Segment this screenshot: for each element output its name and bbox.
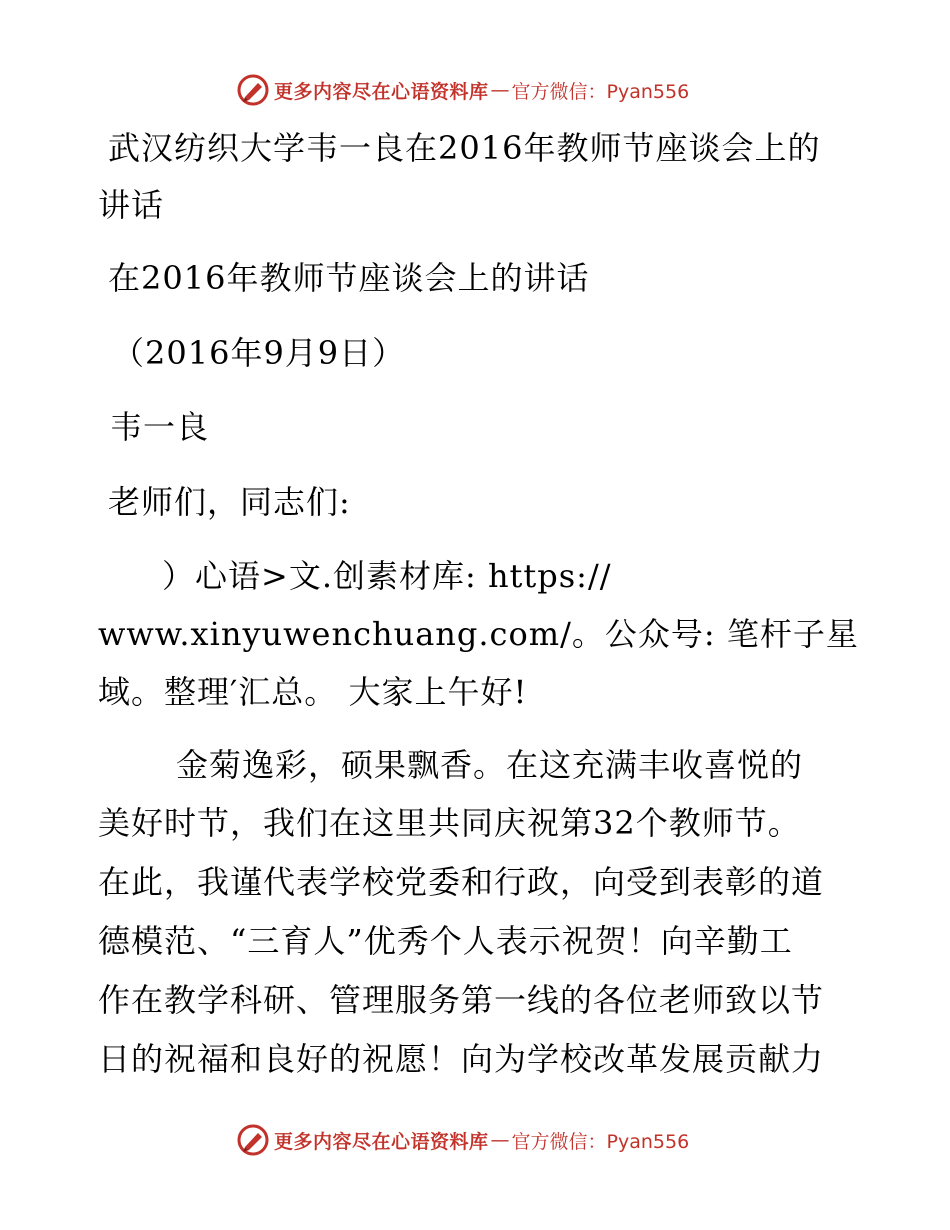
paragraph-2-line-1: 金菊逸彩，硕果飘香。在这充满丰收喜悦的 (176, 746, 804, 784)
paragraph-2-line-3: 在此，我谨代表学校党委和行政，向受到表彰的道 (98, 863, 825, 901)
banner-text: 更多内容尽在心语资料库 (274, 1130, 489, 1153)
banner-wechat: 官方微信：Pyan556 (511, 1130, 690, 1153)
banner-separator: — (490, 1129, 510, 1151)
paragraph-2-line-4: 德模范、“三育人”优秀个人表示祝贺！向辛勤工 (98, 922, 793, 960)
title-line-1: 武汉纺织大学韦一良在2016年教师节座谈会上的 (108, 129, 821, 167)
banner-separator: — (490, 79, 510, 101)
paragraph-2-line-6: 日的祝福和良好的祝愿！向为学校改革发展贡献力 (98, 1040, 825, 1078)
title-line-2: 讲话 (98, 186, 165, 224)
paragraph-1-line-2: www.xinyuwenchuang.com/。公众号: 笔杆子星 (98, 615, 859, 653)
banner-wechat: 官方微信：Pyan556 (511, 80, 690, 103)
subtitle: 在2016年教师节座谈会上的讲话 (108, 259, 590, 297)
salutation: 老师们，同志们: (108, 483, 351, 521)
footer-banner (0, 1120, 950, 1160)
banner-text: 更多内容尽在心语资料库 (274, 80, 489, 103)
pen-logo-icon (236, 1123, 270, 1157)
paragraph-1-line-1: ）心语>文.创素材库: https:// (162, 557, 612, 595)
paragraph-1-line-3: 域。整理′汇总。 大家上午好! (98, 673, 528, 711)
paragraph-2-line-2: 美好时节，我们在这里共同庆祝第32个教师节。 (98, 804, 801, 842)
header-banner (0, 70, 950, 110)
author: 韦一良 (110, 408, 210, 446)
paragraph-2-line-5: 作在教学科研、管理服务第一线的各位老师致以节 (98, 981, 825, 1019)
pen-logo-icon (236, 73, 270, 107)
date-line: （2016年9月9日） (112, 334, 406, 372)
